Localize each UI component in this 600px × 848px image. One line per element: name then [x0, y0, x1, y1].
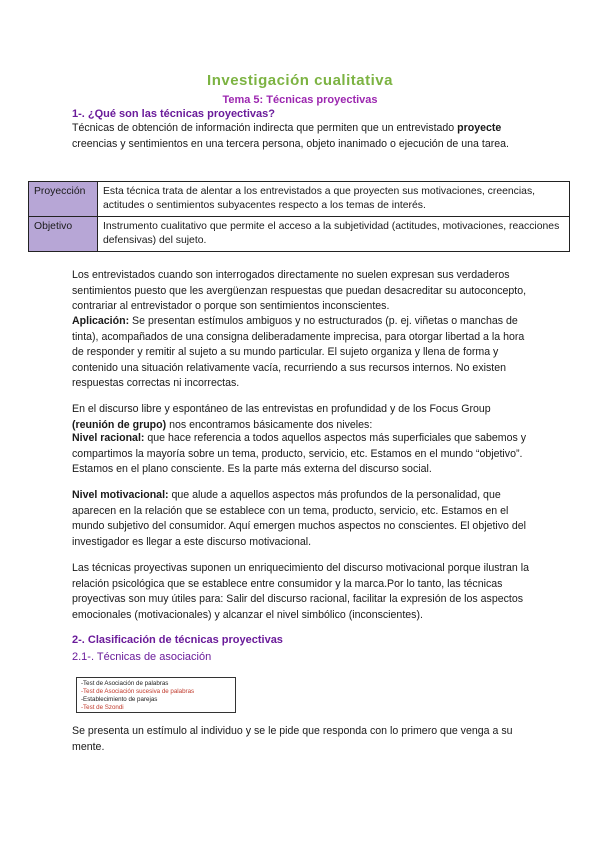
- section-1-intro: [72, 121, 532, 152]
- table-row: [29, 182, 570, 217]
- table-row: [29, 217, 570, 252]
- paragraph-entrevistados: Los entrevistados cuando son interrogados directamente no suelen expresan sus verdaderos sentimientos puesto que les avergüenzan respuestas que puedan desacreditar su autoconcepto, contrariar al entrevistador o porque son sentimientos inconscientes.: [72, 269, 527, 312]
- document-subtitle: Tema 5: Técnicas proyectivas: [222, 94, 378, 106]
- paragraph-tecnicas: Las técnicas proyectivas suponen un enriquecimiento del discurso motivacional porque ilustran la relación psicológica que se establece entre consumidor y la marca.Por lo tanto, las técnicas proyectivas son muy útiles para: Salir del discurso racional, facilitar la expresión de los aspectos emocionales (motivacionales) y alcanzar el nivel simbólico (inconscientes).: [72, 562, 529, 621]
- aplicacion-label: Aplicación:: [72, 315, 130, 327]
- nivel-motivacional-label: Nivel motivacional:: [72, 489, 169, 501]
- assoc-item: -Test de Szondi: [81, 704, 124, 711]
- document-title: Investigación cualitativa: [207, 72, 393, 89]
- paragraph-discurso: [72, 402, 532, 433]
- section-1-heading: 1-. ¿Qué son las técnicas proyectivas?: [72, 108, 275, 120]
- paragraph-nivel-racional: [72, 431, 532, 478]
- table-text-proyeccion: Esta técnica trata de alentar a los entrevistados a que proyecten sus motivaciones, creencias, actitudes o sentimientos subyacentes respecto a los temas de interés.: [98, 182, 570, 217]
- intro-text-a: Técnicas de obtención de información indirecta que permiten que un entrevistado: [72, 122, 458, 134]
- discurso-bold: (reunión de grupo): [72, 418, 167, 431]
- paragraph-aplicacion: [72, 314, 532, 392]
- nivel-racional-text: que hace referencia a todos aquellos aspectos más superficiales que sabemos y compartimos la mayoría sobre un tema, producto, servicio, etc. Estamos en el mundo “objetivo”. Estamos en el plano consciente. Es la parte más externa del discurso social.: [72, 432, 527, 475]
- intro-bold: proyecte: [457, 122, 502, 134]
- assoc-item: -Test de Asociación sucesiva de palabras: [81, 688, 195, 695]
- table-label-proyeccion: Proyección: [29, 182, 98, 217]
- definition-table: [28, 181, 570, 252]
- intro-text-b: creencias y sentimientos en una tercera persona, objeto inanimado o ejecución de una tarea.: [72, 137, 509, 150]
- table-text-objetivo: Instrumento cualitativo que permite el acceso a la subjetividad (actitudes, motivaciones, reacciones defensivas) del sujeto.: [98, 217, 570, 252]
- nivel-racional-label: Nivel racional:: [72, 432, 145, 444]
- section-2-1-heading: 2.1-. Técnicas de asociación: [72, 651, 212, 663]
- nivel-motivacional-text: que alude a aquellos aspectos más profundos de la personalidad, que aparecen en la relación que se establece con un tema, producto, servicio, etc. Estamos en el mundo subjetivo del consumidor. Aquí emergen muchos aspectos no conscientes. El objetivo del investigador es llegar a este discurso motivacional.: [72, 489, 527, 548]
- assoc-item: -Test de Asociación de palabras: [81, 680, 169, 687]
- discurso-text-b: nos encontramos básicamente dos niveles:: [166, 418, 373, 431]
- association-tests-box: [76, 677, 236, 713]
- paragraph-estimulo: Se presenta un estímulo al individuo y se le pide que responda con lo primero que venga a su mente.: [72, 725, 513, 753]
- section-2-heading: 2-. Clasificación de técnicas proyectivas: [72, 634, 283, 646]
- aplicacion-text: Se presentan estímulos ambiguos y no estructurados (p. ej. viñetas o manchas de tinta), acompañados de una consigna deliberadamente imprecisa, para otorgar libertad a la hora de responder y remitir al sujeto a su mundo particular. El sujeto organiza y llena de forma y contenido una situación relativamente vacía, recurriendo a sus recursos internos. No existen respuestas correctas ni incorrectas.: [72, 315, 525, 389]
- paragraph-nivel-motivacional: [72, 488, 532, 550]
- discurso-text-a: En el discurso libre y espontáneo de las entrevistas en profundidad y de los Focus Group: [72, 403, 491, 415]
- assoc-item: -Establecimiento de parejas: [81, 696, 158, 703]
- table-label-objetivo: Objetivo: [29, 217, 98, 252]
